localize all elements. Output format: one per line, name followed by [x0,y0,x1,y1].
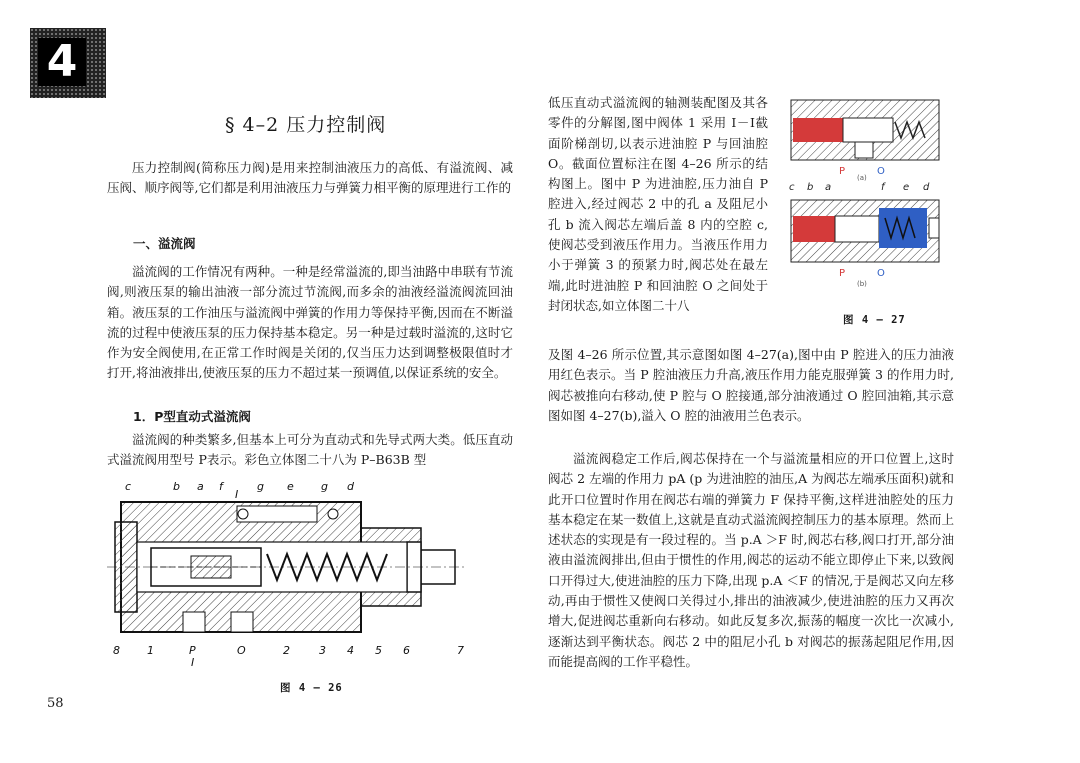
port-o [231,612,253,632]
svg-text:e: e [903,182,910,193]
label-g1: g [257,480,264,493]
label-c: c [125,480,132,493]
svg-text:f: f [881,182,885,193]
fig27b [791,200,939,288]
label-e: e [287,480,294,493]
section-title: § 4–2 压力控制阀 [225,114,387,136]
p-type-paragraph: 溢流阀的种类繁多,但基本上可分为直动式和先导式两大类。低压直动式溢流阀用型号 P表示。彩色立体图二十八为 P–B63B 型 [107,432,513,468]
fig26-top-labels [125,480,355,501]
port-p [183,612,205,632]
svg-text:c: c [789,182,795,193]
right-bottom-paragraph: 溢流阀稳定工作后,阀芯保持在一个与溢流量相应的开口位置上,这时阀芯 2 左端的作用力 pA (p 为进油腔的油压,A 为阀芯左端承压面积)就和此开口位置时作用在阀芯右端的弹簧力 F 保持平衡,这样进油腔处的压力基本稳定在某一数值上,这就是直动式溢流阀控制压力的基本原理。然而上述状态的实现是有一段过程的。当 p.A ＞F 时,阀芯右移,阀口打开,部分油液由溢流阀排出,但由于惯性的作用,阀芯的运动不能立即停止下来,以致阀口开得过大,使进油腔的压力下降,出现 p.A ＜F 的情况,于是阀芯又向左移动,再由于惯性又使阀口关得过小,排出的油液减少,使进油腔的压力又再次增大,促进阀芯重新向右移动。如此反复多次,振荡的幅度一次比一次减小,逐渐达到平衡状态。阀芯 2 中的阻尼小孔 b 对阀芯的振荡起阻尼作用,因而能提高阀的工作平稳性。 [548,451,954,669]
label-3: 3 [319,644,326,657]
fig27a-sub: (a) [857,174,867,182]
fig27-letters [789,182,930,193]
label-6: 6 [403,644,410,657]
svg-text:a: a [825,182,832,193]
label-a: a [197,480,204,493]
fig27a-port-p: P [839,166,846,177]
label-I-bottom: I [191,656,195,668]
fig27a [791,100,939,182]
label-O: O [237,644,246,657]
label-1: 1 [147,644,154,657]
figure-4-26-caption: 图 4 – 26 [280,682,343,694]
fig27a-port-o: O [877,166,885,177]
intro-paragraph: 压力控制阀(简称压力阀)是用来控制油液压力的高低、有溢流阀、减压阀、顺序阀等,它们都是利用油液压力与弹簧力相平衡的原理进行工作的 [107,160,513,196]
chapter-badge [30,28,106,98]
label-P: P [189,644,196,657]
svg-text:b: b [807,182,814,193]
label-2: 2 [283,644,290,657]
fig26-bottom-labels [113,644,464,668]
fig27b-sub: (b) [857,280,867,288]
right-mid-paragraph: 及图 4–26 所示位置,其示意图如图 4–27(a),图中由 P 腔进入的压力油液用红色表示。当 P 腔油液压力升高,液压作用力能克服弹簧 3 的作用力时,阀芯被推向右移动,使 P 腔与 O 腔接通,部分油液通过 O 腔回油箱,其示意图如图 4–27(b),溢入 O 腔的油液用兰色表示。 [548,347,954,423]
label-8: 8 [113,644,120,657]
svg-text:d: d [923,182,930,193]
label-g2: g [321,480,328,493]
chapter-number: 4 [38,38,86,86]
label-f: f [219,480,223,493]
label-7: 7 [457,644,464,657]
label-I-top: I [235,488,239,501]
fig27b-port-p: P [839,268,846,279]
subheading-p-type: 1．P型直动式溢流阀 [133,409,251,424]
label-b: b [173,480,180,493]
figure-4-27-caption: 图 4 – 27 [843,314,906,326]
label-5: 5 [375,644,382,657]
label-4: 4 [347,644,354,657]
label-d: d [347,480,354,493]
relief-valve-paragraph: 溢流阀的工作情况有两种。一种是经常溢流的,即当油路中串联有节流阀,则液压泵的输出油液一部分流过节流阀,而多余的油液经溢流阀流回油箱。液压泵的工作油压与溢流阀中弹簧的作用力等保持平衡,因而在不断溢流的过程中使液压泵的压力保持基本稳定。另一种是过载时溢流的,这时它作为安全阀使用,在正常工作时阀是关闭的,仅当压力达到调整极限值时才打开,将油液排出,使液压泵的压力不超过某一预调值,以保证系统的安全。 [107,264,513,381]
right-top-paragraph: 低压直动式溢流阀的轴测装配图及其各零件的分解图,图中阀体 1 采用 Ⅰ－Ⅰ截面阶梯剖切,以表示进油腔 P 与回油腔 O。截面位置标注在图 4–26 所示的结构图上。图中 P 为进油腔,压力油自 P 腔进入,经过阀芯 2 中的孔 a 及阻尼小孔 b 流入阀芯左端后盖 8 内的空腔 c,使阀芯受到液压作用力。当液压作用力小于弹簧 3 的预紧力时,阀芯处在最左端,此时进油腔 P 和回油腔 O 之间处于封闭状态,如立体图二十八 [548,95,768,313]
subheading-relief-valve: 一、溢流阀 [133,236,196,251]
figure-4-26 [107,478,502,668]
figure-4-27 [785,96,945,301]
fig27b-port-o: O [877,268,885,279]
page-number: 58 [47,696,64,711]
